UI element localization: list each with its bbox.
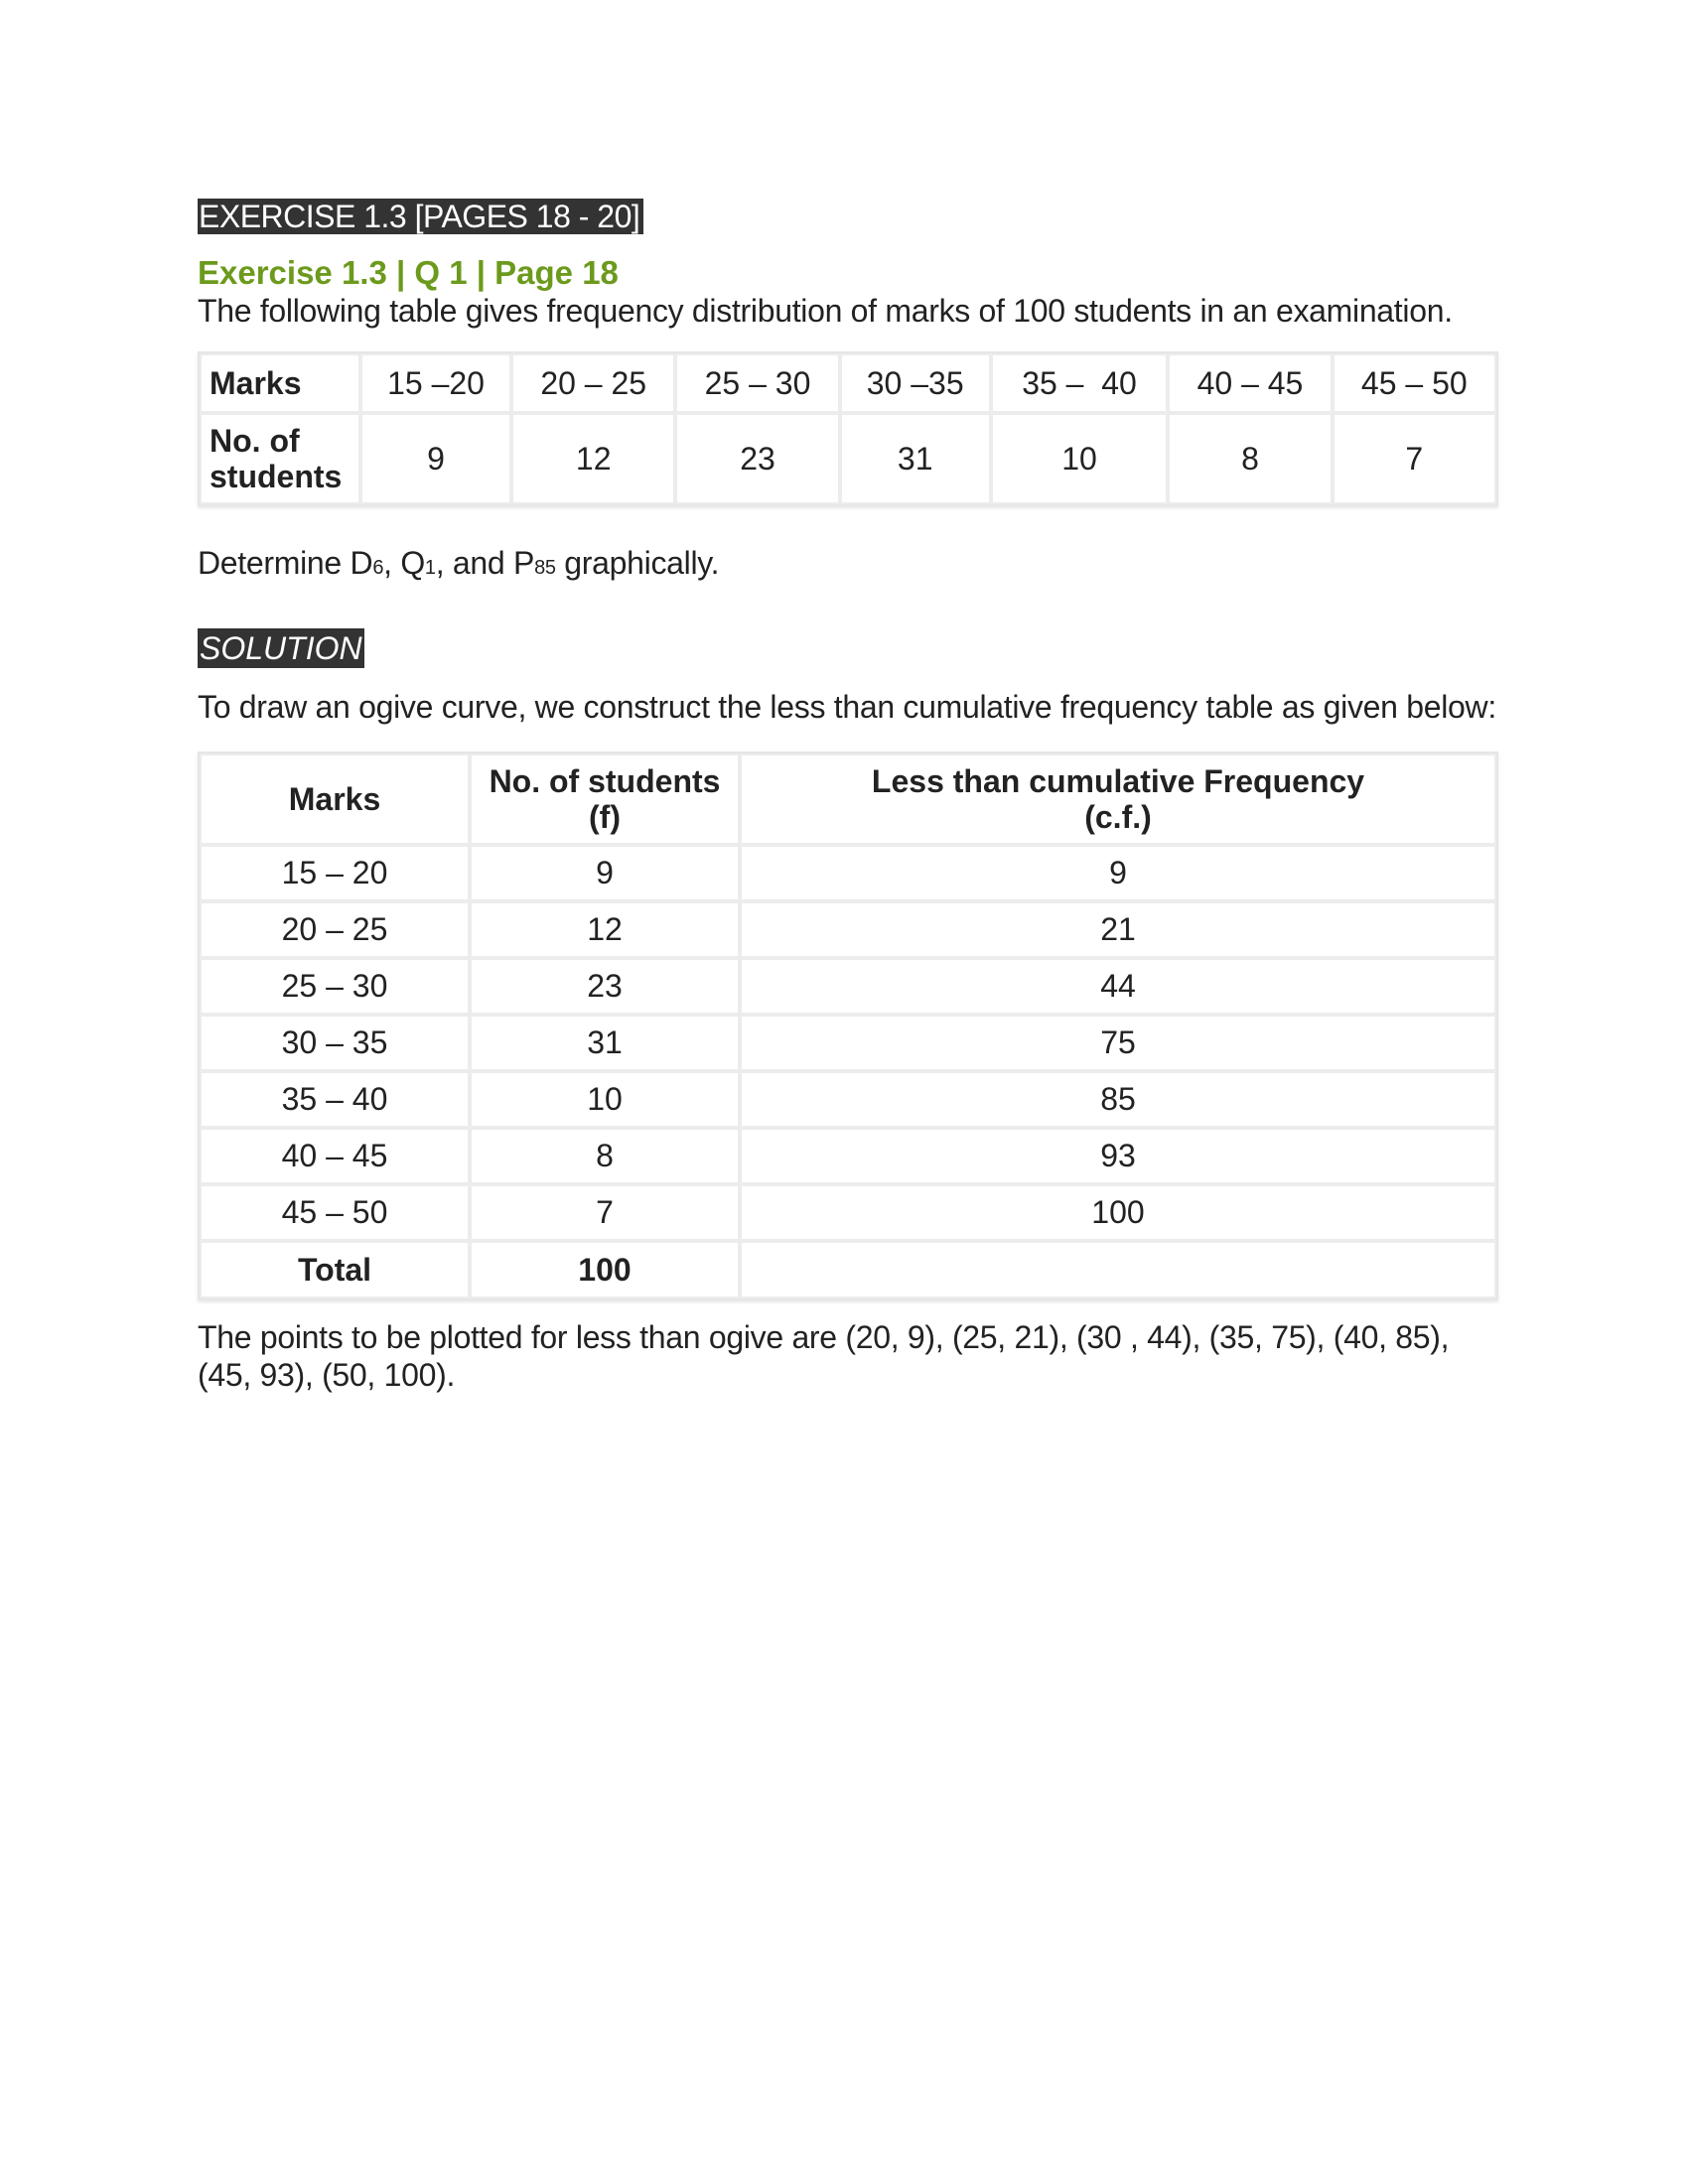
cf-header-cumulative-line1: Less than cumulative Frequency [871, 763, 1365, 799]
determine-sep1: , Q [383, 545, 425, 581]
total-label: Total [200, 1241, 470, 1298]
cf-header-students [470, 753, 740, 845]
marks-cell: 15 – 20 [200, 845, 470, 901]
marks-cell: 35 – 40 [200, 1071, 470, 1128]
marks-cell: 40 – 45 [200, 1128, 470, 1184]
table-row [200, 1184, 1496, 1241]
class-cell: 25 – 30 [675, 353, 839, 413]
student-count-cell: 10 [991, 413, 1169, 504]
total-row [200, 1241, 1496, 1298]
cf-header-marks: Marks [200, 753, 470, 845]
class-cell: 40 – 45 [1168, 353, 1332, 413]
class-cell: 45 – 50 [1333, 353, 1496, 413]
total-empty-cell [740, 1241, 1496, 1298]
table-row [200, 901, 1496, 958]
document-page [198, 199, 1498, 1394]
frequency-cell: 9 [470, 845, 740, 901]
cumulative-frequency-table [198, 751, 1498, 1300]
students-row-header: No. of students [200, 413, 360, 504]
solution-intro: To draw an ogive curve, we construct the less than cumulative frequency table as given below: [198, 689, 1496, 725]
cumulative-frequency-cell: 85 [740, 1071, 1496, 1128]
frequency-table-students-row [200, 413, 1496, 504]
exercise-heading-text: EXERCISE 1.3 [PAGES 18 - 20] [198, 199, 643, 234]
cumulative-frequency-cell: 9 [740, 845, 1496, 901]
frequency-cell: 10 [470, 1071, 740, 1128]
class-cell: 30 –35 [840, 353, 991, 413]
frequency-table-marks-row [200, 353, 1496, 413]
exercise-heading [198, 199, 1498, 234]
quartile-subscript: 1 [424, 557, 436, 579]
marks-row-header: Marks [200, 353, 360, 413]
marks-cell: 45 – 50 [200, 1184, 470, 1241]
marks-cell: 30 – 35 [200, 1015, 470, 1071]
frequency-cell: 23 [470, 958, 740, 1015]
cumulative-frequency-cell: 75 [740, 1015, 1496, 1071]
frequency-cell: 7 [470, 1184, 740, 1241]
cf-table-header-row [200, 753, 1496, 845]
table-row [200, 845, 1496, 901]
cumulative-frequency-cell: 21 [740, 901, 1496, 958]
ogive-points-text: The points to be plotted for less than ogive are (20, 9), (25, 21), (30 , 44), (35, 75), (40, 85), (45, 93), (50, 100). [198, 1319, 1450, 1393]
student-count-cell: 7 [1333, 413, 1496, 504]
solution-label: SOLUTION [200, 630, 362, 666]
cf-header-cumulative [740, 753, 1496, 845]
cf-header-students-line1: No. of students [489, 763, 721, 799]
class-cell: 20 – 25 [511, 353, 675, 413]
cf-header-cumulative-line2: (c.f.) [1084, 799, 1152, 835]
solution-section-label [198, 587, 1498, 668]
frequency-cell: 31 [470, 1015, 740, 1071]
marks-cell: 20 – 25 [200, 901, 470, 958]
question-reference: Exercise 1.3 | Q 1 | Page 18 [198, 254, 619, 291]
question-text: The following table gives frequency distribution of marks of 100 students in an examination. [198, 293, 1453, 329]
table-row [200, 1071, 1496, 1128]
determine-suffix: graphically. [555, 545, 720, 581]
student-count-cell: 9 [360, 413, 511, 504]
percentile-subscript: 85 [534, 557, 556, 579]
frequency-cell: 12 [470, 901, 740, 958]
student-count-cell: 8 [1168, 413, 1332, 504]
class-cell: 35 – 40 [991, 353, 1169, 413]
determine-sep2: , and P [435, 545, 535, 581]
determine-instruction [198, 544, 1498, 587]
student-count-cell: 23 [675, 413, 839, 504]
cumulative-frequency-cell: 44 [740, 958, 1496, 1015]
cumulative-frequency-cell: 93 [740, 1128, 1496, 1184]
frequency-cell: 8 [470, 1128, 740, 1184]
marks-cell: 25 – 30 [200, 958, 470, 1015]
student-count-cell: 12 [511, 413, 675, 504]
class-cell: 15 –20 [360, 353, 511, 413]
table-row [200, 1015, 1496, 1071]
decile-subscript: 6 [372, 557, 384, 579]
cf-header-students-line2: (f) [589, 799, 621, 835]
student-count-cell: 31 [840, 413, 991, 504]
table-row [200, 958, 1496, 1015]
table-row [200, 1128, 1496, 1184]
total-value: 100 [470, 1241, 740, 1298]
frequency-table [198, 351, 1498, 506]
cumulative-frequency-cell: 100 [740, 1184, 1496, 1241]
determine-prefix: Determine D [198, 545, 373, 581]
